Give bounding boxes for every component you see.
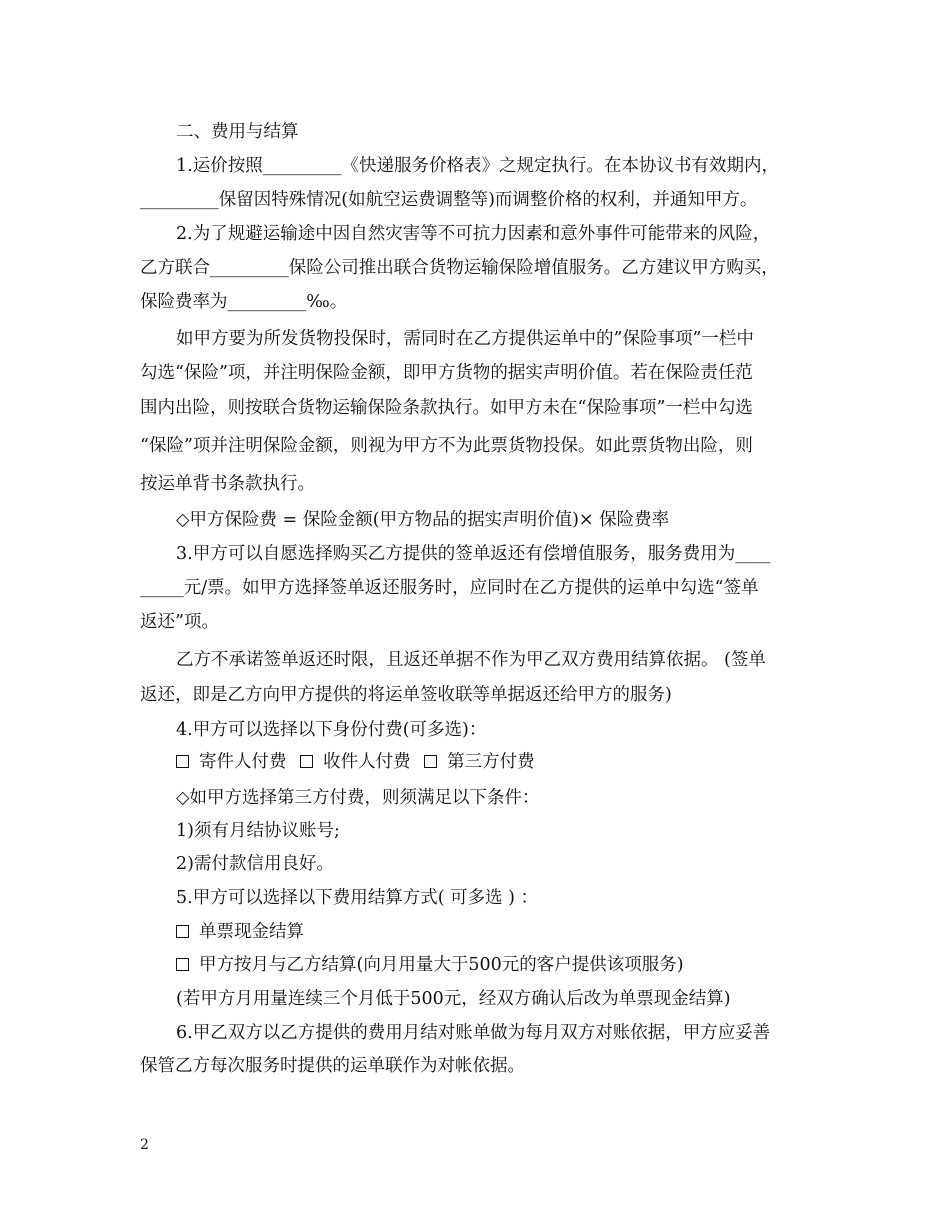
paragraph-line: 如甲方要为所发货物投保时，需同时在乙方提供运单中的”保险事项”一栏中 [176, 329, 754, 349]
checkbox-label: 单票现金结算 [199, 922, 304, 942]
paragraph-line: 返还，即是乙方向甲方提供的将运单签收联等单据返还给甲方的服务) [140, 685, 672, 705]
paragraph-line: 按运单背书条款执行。 [140, 474, 315, 494]
paragraph-line: 保管乙方每次服务时提供的运单联作为对帐依据。 [140, 1056, 525, 1076]
paragraph-line: 1)须有月结协议账号; [176, 821, 340, 841]
paragraph-line: 保险费率为_________‰。 [140, 292, 348, 312]
paragraph-line: 围内出险，则按联合货物运输保险条款执行。如甲方未在“保险事项”一栏中勾选 [140, 398, 753, 418]
paragraph-line: 4.甲方可以选择以下身份付费(可多选)： [176, 720, 487, 740]
checkbox-sender-pays[interactable] [176, 755, 189, 768]
page-number: 2 [140, 1137, 149, 1153]
settlement-option-row [176, 953, 684, 977]
paragraph-line: _____元/票。如甲方选择签单返还服务时，应同时在乙方提供的运单中勾选“签单 [140, 578, 759, 598]
settlement-option-row [176, 920, 304, 944]
paragraph-line: _________保留因特殊情况(如航空运费调整等)而调整价格的权利，并通知甲方。 [140, 190, 758, 210]
paragraph-line: 6.甲乙双方以乙方提供的费用月结对账单做为每月双方对账依据，甲方应妥善 [176, 1023, 771, 1043]
paragraph-line: 2)需付款信用良好。 [176, 854, 334, 874]
paragraph-line: 返还”项。 [140, 612, 219, 632]
paragraph-line: ◇如甲方选择第三方付费，则须满足以下条件： [176, 788, 540, 808]
paragraph-line: 1.运价按照_________《快递服务价格表》之规定执行。在本协议书有效期内， [176, 156, 779, 176]
formula-line: ◇甲方保险费 = 保险金额(甲方物品的据实声明价值)× 保险费率 [176, 510, 670, 530]
checkbox-cash-per-ticket[interactable] [176, 925, 189, 938]
section-heading: 二、费用与结算 [176, 122, 299, 142]
paragraph-line: (若甲方月用量连续三个月低于500元，经双方确认后改为单票现金结算) [176, 989, 731, 1009]
paragraph-line: 5.甲方可以选择以下费用结算方式( 可多选 ) ： [176, 888, 539, 908]
checkbox-label: 寄件人付费 [199, 752, 287, 772]
paragraph-line: 3.甲方可以自愿选择购买乙方提供的签单返还有偿增值服务，服务费用为____ [176, 544, 771, 564]
checkbox-third-party-pays[interactable] [424, 755, 437, 768]
checkbox-label: 收件人付费 [323, 752, 411, 772]
checkbox-label: 第三方付费 [447, 752, 535, 772]
payer-options-row [176, 750, 535, 774]
paragraph-line: 2.为了规避运输途中因自然灾害等不可抗力因素和意外事件可能带来的风险， [176, 224, 771, 244]
paragraph-line: “保险”项并注明保险金额，则视为甲方不为此票货物投保。如此票货物出险，则 [140, 436, 753, 456]
paragraph-line: 乙方联合_________保险公司推出联合货物运输保险增值服务。乙方建议甲方购买， [140, 258, 779, 278]
paragraph-line: 勾选“保险”项，并注明保险金额，即甲方货物的据实声明价值。若在保险责任范 [140, 363, 753, 383]
checkbox-monthly-settlement[interactable] [176, 958, 189, 971]
checkbox-label: 甲方按月与乙方结算(向月用量大于500元的客户提供该项服务) [199, 955, 684, 975]
paragraph-line: 乙方不承诺签单返还时限，且返还单据不作为甲乙双方费用结算依据。 (签单 [176, 650, 766, 670]
checkbox-receiver-pays[interactable] [300, 755, 313, 768]
